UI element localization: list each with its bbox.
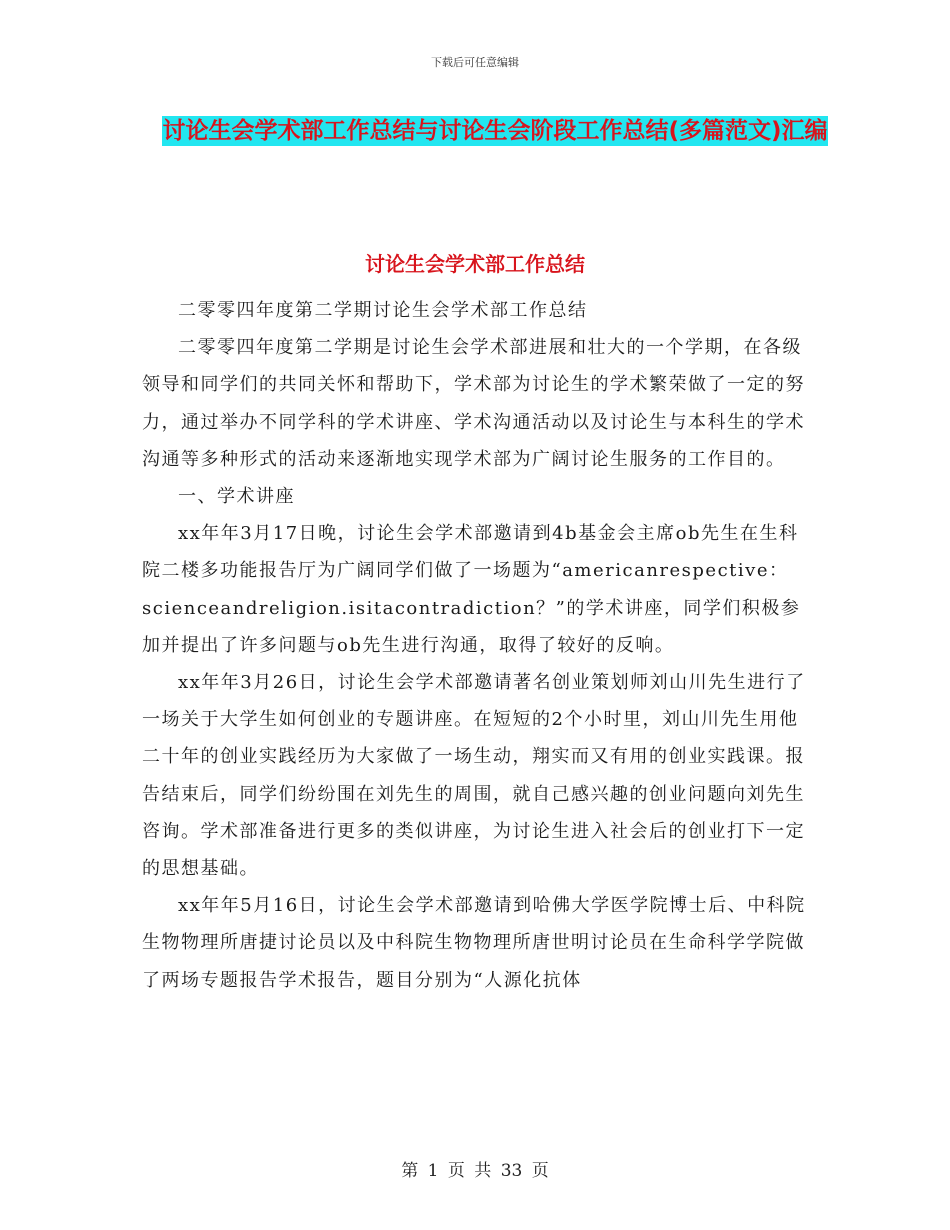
paragraph-lecture-march-17: xx年年3月17日晚，讨论生会学术部邀请到4b基金会主席ob先生在生科院二楼多功能报告厅为广阔同学们做了一场题为“americanrespective：scienceandreligion.isitacontradiction？”的学术讲座，同学们积极参加并提出了许多问题与ob先生进行沟通，取得了较好的反响。 (142, 523, 801, 656)
paragraph-subtitle: 二零零四年度第二学期讨论生会学术部工作总结 (178, 300, 588, 321)
document-title-text: 讨论生会学术部工作总结与讨论生会阶段工作总结(多篇范文)汇编 (162, 118, 828, 144)
document-body (142, 292, 810, 999)
page-number-footer: 第 1 页 共 33 页 (401, 1161, 549, 1181)
paragraph-heading-lectures: 一、学术讲座 (178, 486, 295, 508)
paragraph-intro: 二零零四年度第二学期是讨论生会学术部进展和壮大的一个学期，在各级领导和同学们的共同关怀和帮助下，学术部为讨论生的学术繁荣做了一定的努力，通过举办不同学科的学术讲座、学术沟通活动以及讨论生与本科生的学术沟通等多种形式的活动来逐渐地实现学术部为广阔讨论生服务的工作目的。 (142, 337, 805, 470)
section-title: 讨论生会学术部工作总结 (365, 252, 585, 276)
paragraph-lecture-march-26: xx年年3月26日，讨论生会学术部邀请著名创业策划师刘山川先生进行了一场关于大学生如何创业的专题讲座。在短短的2个小时里，刘山川先生用他二十年的创业实践经历为大家做了一场生动，翔实而又有用的创业实践课。报告结束后，同学们纷纷围在刘先生的周围，就自己感兴趣的创业问题向刘先生咨询。学术部准备进行更多的类似讲座，为讨论生进入社会后的创业打下一定的思想基础。 (142, 672, 806, 880)
document-title (140, 108, 850, 155)
paragraph-lecture-may-16: xx年年5月16日，讨论生会学术部邀请到哈佛大学医学院博士后、中科院生物物理所唐捷讨论员以及中科院生物物理所唐世明讨论员在生命科学学院做了两场专题报告学术报告，题目分别为“人源化抗体 (142, 895, 806, 991)
page-header-note: 下载后可任意编辑 (431, 56, 519, 69)
